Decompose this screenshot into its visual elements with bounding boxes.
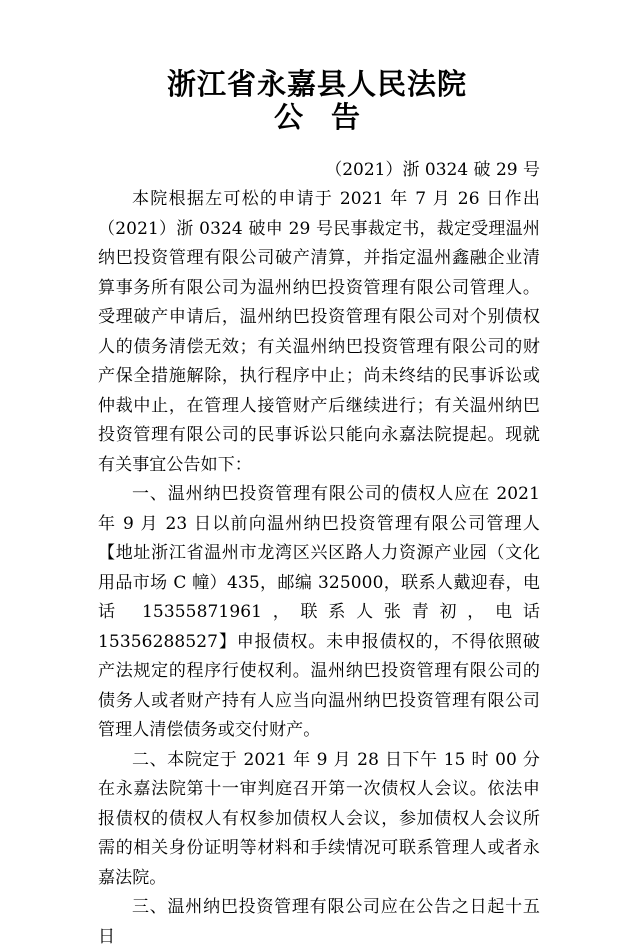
case-number: （2021）浙 0324 破 29 号 xyxy=(325,160,540,180)
paragraph-item-1: 一、温州纳巴投资管理有限公司的债权人应在 2021 年 9 月 23 日以前向温州纳巴投资管理有限公司管理人【地址浙江省温州市龙湾区兴区路人力资源产业园（文化用品市场 C 幢）435，邮编 325000，联系人戴迎春，电话 15355871961，联系人张青初，电话 15356288527】申报债权。未申报债权的，不得依照破产法规定的程序行使权利。温州纳巴投资管理有限公司的债务人或者财产持有人应当向温州纳巴投资管理有限公司管理人清偿债务或交付财产。 xyxy=(98,484,540,740)
paragraph-item-3: 三、温州纳巴投资管理有限公司应在公告之日起十五日 xyxy=(98,897,540,947)
court-name-heading: 浙江省永嘉县人民法院 xyxy=(166,67,467,101)
notice-title-heading: 公告 xyxy=(273,100,388,134)
paragraph-intro: 本院根据左可松的申请于 2021 年 7 月 26 日作出（2021）浙 0324 破申 29 号民事裁定书，裁定受理温州纳巴投资管理有限公司破产清算，并指定温州鑫融企业清算事务所有限公司为温州纳巴投资管理有限公司管理人。受理破产申请后，温州纳巴投资管理有限公司对个别债权人的债务清偿无效；有关温州纳巴投资管理有限公司的财产保全措施解除，执行程序中止；尚未终结的民事诉讼或仲裁中止，在管理人接管财产后继续进行；有关温州纳巴投资管理有限公司的民事诉讼只能向永嘉法院提起。现就有关事宜公告如下： xyxy=(98,189,540,475)
notice-body xyxy=(98,185,540,952)
paragraph-item-2: 二、本院定于 2021 年 9 月 28 日下午 15 时 00 分在永嘉法院第十一审判庭召开第一次债权人会议。依法申报债权的债权人有权参加债权人会议，参加债权人会议所需的相关身份证明等材料和手续情况可联系管理人或者永嘉法院。 xyxy=(98,749,540,888)
